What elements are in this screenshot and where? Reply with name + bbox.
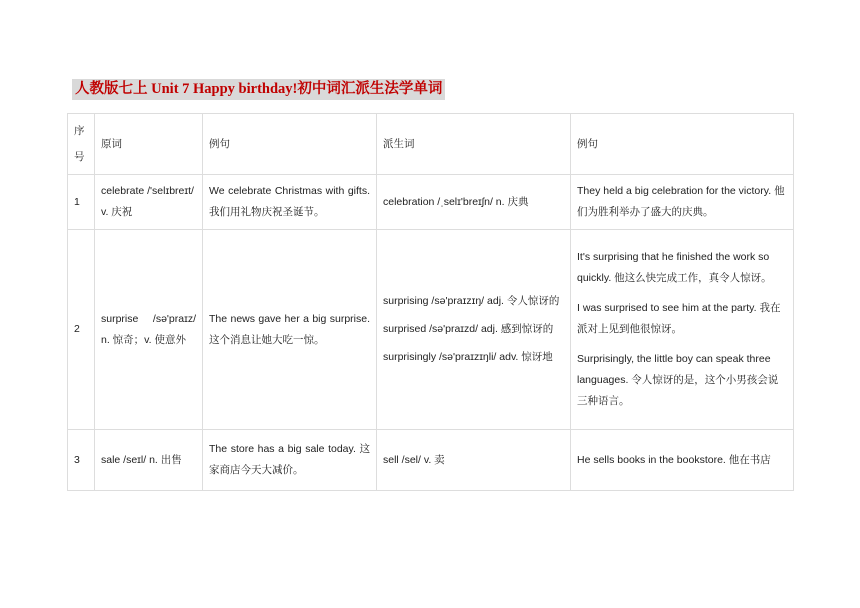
row-number: 3: [68, 430, 95, 491]
header-word: 原词: [95, 114, 203, 175]
header-example: 例句: [203, 114, 377, 175]
row-derived-example: [571, 230, 794, 430]
row-derived-example: [571, 175, 794, 230]
row-derived: [377, 230, 571, 430]
derived-example: It's surprising that he finished the work so quickly. 他这么快完成工作，真令人惊讶。: [577, 251, 772, 284]
derived-example: They held a big celebration for the victory. 他们为胜利举办了盛大的庆典。: [577, 185, 785, 218]
row-word: sale /seɪl/ n. 出售: [95, 430, 203, 491]
row-number: 2: [68, 230, 95, 430]
row-word: celebrate /'selɪbreɪt/ v. 庆祝: [95, 175, 203, 230]
derived-word: celebration /ˌselɪ'breɪʃn/ n. 庆典: [383, 195, 529, 208]
row-word: surprise /sə'praɪz/ n. 惊奇；v. 使意外: [95, 230, 203, 430]
row-derived: [377, 175, 571, 230]
header-derived-example: 例句: [571, 114, 794, 175]
derived-word: surprised /sə'praɪzd/ adj. 感到惊讶的: [383, 323, 554, 335]
row-derived: [377, 430, 571, 491]
derived-word: sell /sel/ v. 卖: [383, 453, 445, 466]
row-example: The store has a big sale today. 这家商店今天大减价。: [203, 430, 377, 491]
table-header-row: [68, 114, 794, 175]
page-title: 人教版七上 Unit 7 Happy birthday!初中词汇派生法学单词: [72, 79, 445, 100]
derived-example: Surprisingly, the little boy can speak three languages. 令人惊讶的是，这个小男孩会说三种语言。: [577, 353, 779, 407]
vocab-table: [67, 113, 794, 491]
derived-word: surprisingly /sə'praɪzɪŋli/ adv. 惊讶地: [383, 351, 553, 363]
derived-example: I was surprised to see him at the party. 我在派对上见到他很惊讶。: [577, 302, 781, 335]
table-row: [68, 430, 794, 491]
derived-word: surprising /sə'praɪzɪŋ/ adj. 令人惊讶的: [383, 295, 560, 307]
header-derived: 派生词: [377, 114, 571, 175]
row-example: The news gave her a big surprise. 这个消息让她大吃一惊。: [203, 230, 377, 430]
table-row: [68, 230, 794, 430]
row-derived-example: [571, 430, 794, 491]
row-example: We celebrate Christmas with gifts. 我们用礼物庆祝圣诞节。: [203, 175, 377, 230]
table-row: [68, 175, 794, 230]
derived-example: He sells books in the bookstore. 他在书店: [577, 453, 771, 466]
header-number: 序号: [68, 114, 95, 175]
row-number: 1: [68, 175, 95, 230]
